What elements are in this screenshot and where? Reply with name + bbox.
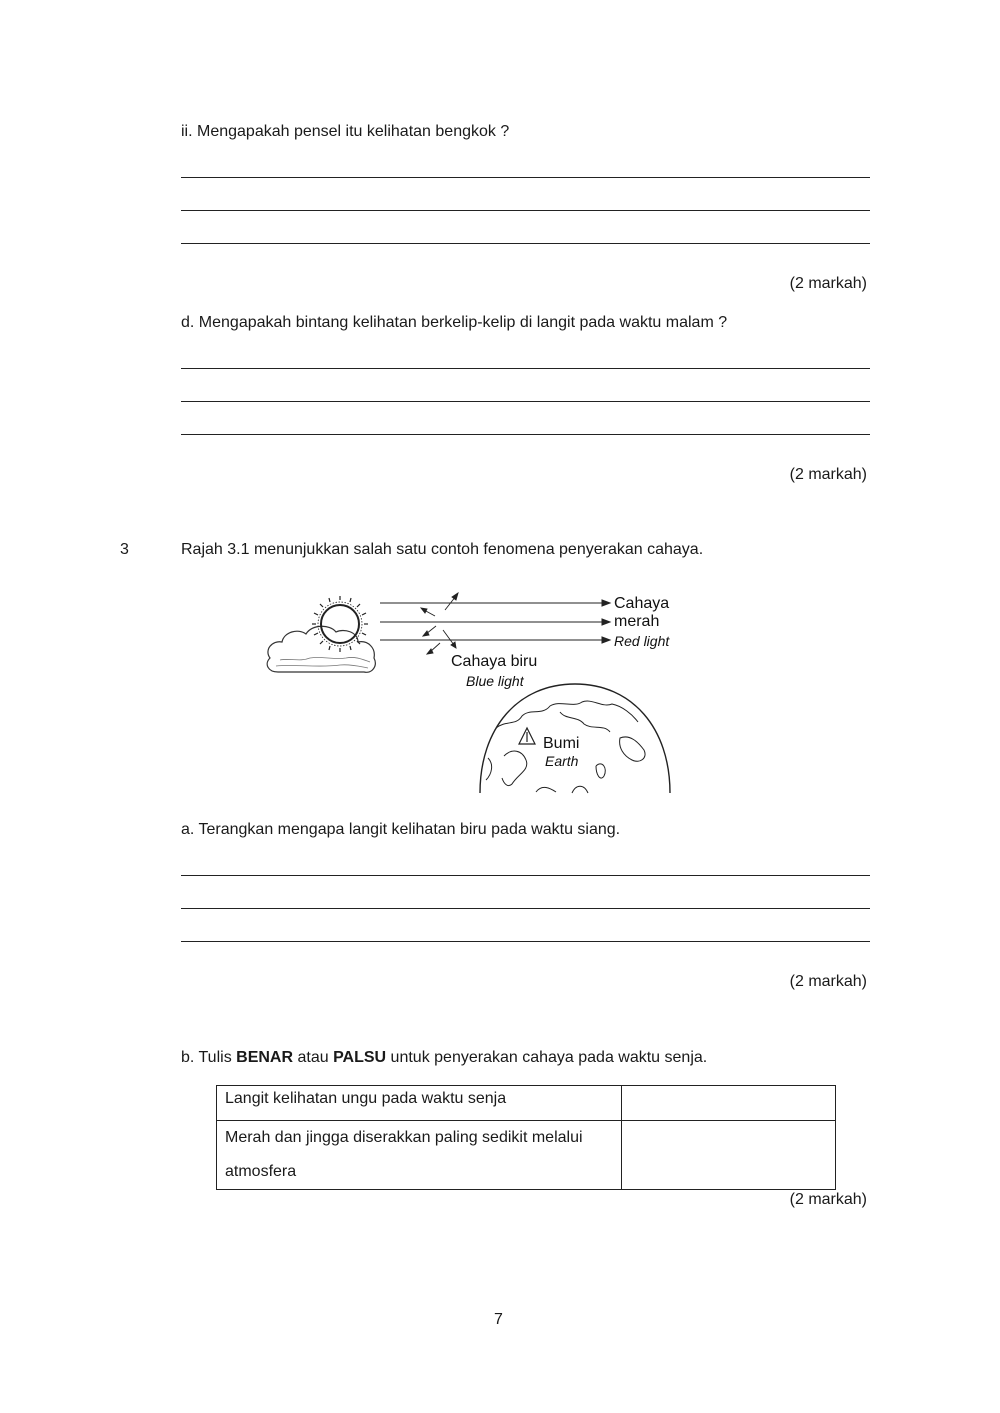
label-blue-light: Blue light xyxy=(466,673,524,689)
table-row xyxy=(217,1086,836,1121)
table-row xyxy=(217,1121,836,1190)
answer-line[interactable] xyxy=(181,908,870,909)
true-false-table xyxy=(216,1085,836,1190)
answer-line[interactable] xyxy=(181,210,870,211)
marks-label: (2 markah) xyxy=(789,275,867,292)
label-cahaya: Cahaya xyxy=(614,595,670,612)
label-earth: Earth xyxy=(545,753,579,769)
question-2c-ii: ii. Mengapakah pensel itu kelihatan bengkok ? xyxy=(181,123,510,140)
statement-line-2: atmosfera xyxy=(225,1163,297,1180)
marks-label: (2 markah) xyxy=(789,466,867,483)
question-number: 3 xyxy=(120,541,129,558)
answer-line[interactable] xyxy=(181,401,870,402)
light-rays xyxy=(380,600,610,643)
cloud-icon xyxy=(267,626,375,672)
question-3b-prefix: b. Tulis xyxy=(181,1049,237,1066)
label-cahaya-biru: Cahaya biru xyxy=(451,653,538,670)
keyword-palsu: PALSU xyxy=(333,1049,387,1066)
observer-icon xyxy=(519,728,535,744)
question-3b xyxy=(181,1048,707,1068)
question-3-intro: Rajah 3.1 menunjukkan salah satu contoh fenomena penyerakan cahaya. xyxy=(181,541,704,558)
question-3b-suffix: untuk penyerakan cahaya pada waktu senja. xyxy=(386,1049,708,1066)
light-scattering-diagram xyxy=(260,588,680,798)
label-bumi: Bumi xyxy=(543,735,580,752)
answer-line[interactable] xyxy=(181,434,870,435)
page-number: 7 xyxy=(494,1311,503,1328)
label-merah: merah xyxy=(614,613,660,630)
answer-line[interactable] xyxy=(181,875,870,876)
question-2d: d. Mengapakah bintang kelihatan berkelip-kelip di langit pada waktu malam ? xyxy=(181,314,728,331)
answer-cell[interactable] xyxy=(622,1121,836,1190)
answer-line[interactable] xyxy=(181,243,870,244)
answer-line[interactable] xyxy=(181,941,870,942)
sun-icon xyxy=(312,596,368,652)
marks-label: (2 markah) xyxy=(789,973,867,990)
label-red-light: Red light xyxy=(614,633,670,649)
answer-cell[interactable] xyxy=(622,1086,836,1121)
answer-line[interactable] xyxy=(181,368,870,369)
scattered-blue-light xyxy=(421,593,458,654)
statement-line-1: Merah dan jingga diserakkan paling sedikit melalui xyxy=(225,1129,583,1146)
statement-cell xyxy=(217,1121,622,1190)
question-3a: a. Terangkan mengapa langit kelihatan biru pada waktu siang. xyxy=(181,821,621,838)
marks-label: (2 markah) xyxy=(789,1191,867,1208)
statement-cell: Langit kelihatan ungu pada waktu senja xyxy=(217,1086,622,1121)
answer-line[interactable] xyxy=(181,177,870,178)
question-3b-mid: atau xyxy=(293,1049,334,1066)
keyword-benar: BENAR xyxy=(236,1049,294,1066)
